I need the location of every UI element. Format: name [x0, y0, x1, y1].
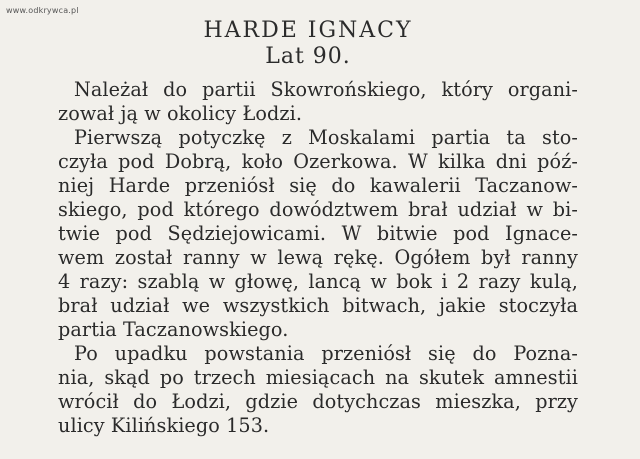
- text-line: brał udział we wszystkich bitwach, jakie stoczyła: [58, 294, 578, 317]
- entry-age: Lat 90.: [265, 44, 351, 69]
- text-line: wrócił do Łodzi, gdzie dotychczas mieszka, przy: [58, 390, 578, 413]
- text-line: Po upadku powstania przeniósł się do Pozna-: [74, 342, 578, 365]
- text-line: zował ją w okolicy Łodzi.: [58, 102, 303, 125]
- text-line: skiego, pod którego dowództwem brał udział w bi-: [58, 198, 578, 221]
- text-line: wem został ranny w lewą rękę. Ogółem był ranny: [58, 246, 578, 269]
- text-line: czyła pod Dobrą, koło Ozerkowa. W kilka dni póź-: [58, 150, 578, 173]
- text-line: twie pod Sędziejowicami. W bitwie pod Ignace-: [58, 222, 578, 245]
- text-line: Należał do partii Skowrońskiego, który organi-: [74, 78, 578, 101]
- text-line: partia Taczanowskiego.: [58, 318, 289, 341]
- entry-body: [58, 78, 578, 438]
- watermark: www.odkrywca.pl: [6, 6, 79, 15]
- text-line: Pierwszą potyczkę z Moskalami partia ta sto-: [74, 126, 578, 149]
- text-line: nia, skąd po trzech miesiącach na skutek amnestii: [58, 366, 578, 389]
- text-line: niej Harde przeniósł się do kawalerii Taczanow-: [58, 174, 578, 197]
- entry-title: HARDE IGNACY: [203, 18, 413, 43]
- text-line: ulicy Kilińskiego 153.: [58, 414, 270, 437]
- text-line: 4 razy: szablą w głowę, lancą w bok i 2 razy kulą,: [58, 270, 578, 293]
